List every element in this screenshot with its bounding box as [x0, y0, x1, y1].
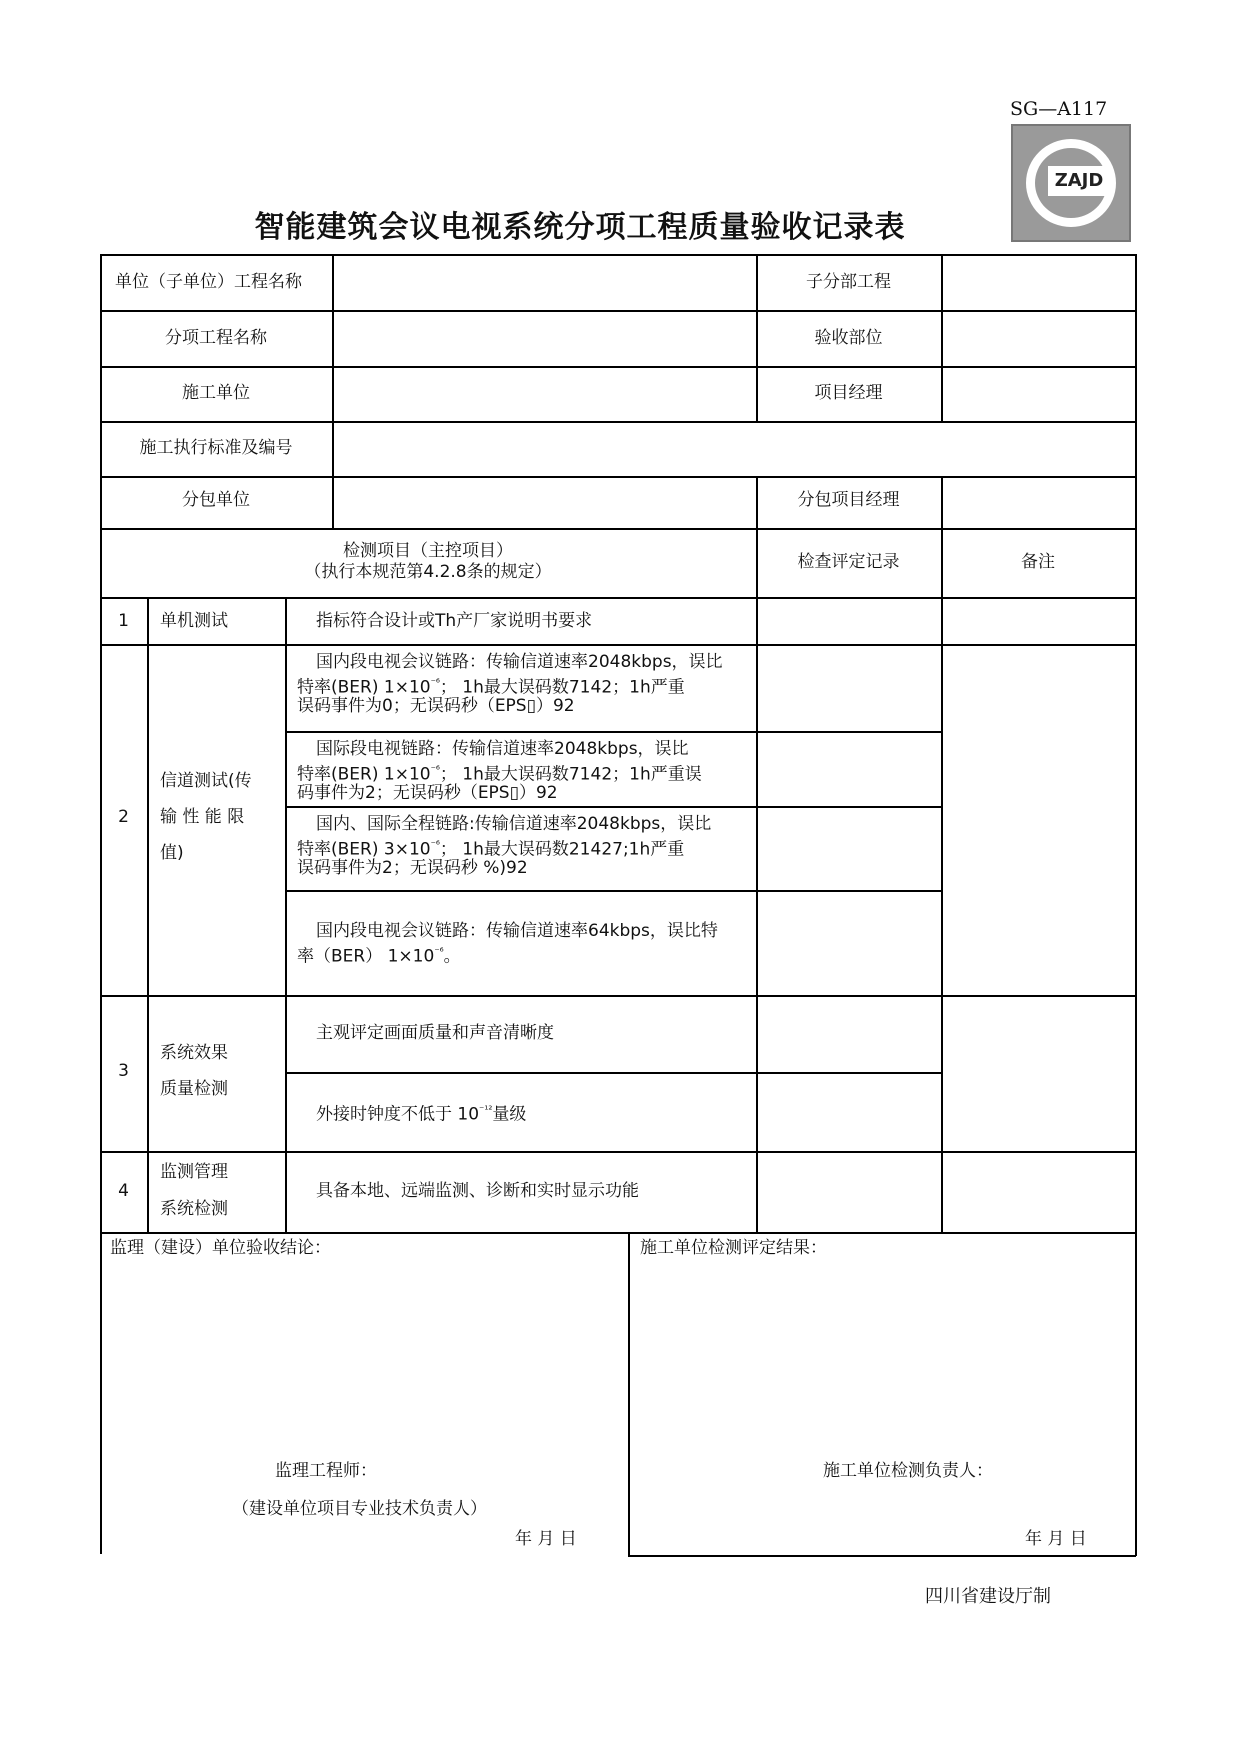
owner-tech-lead-label: （建设单位项目专业技术负责人）	[232, 1499, 487, 1519]
row2d-record-cell[interactable]	[758, 892, 940, 994]
row2-item-name-line2: 输 性 能 限	[160, 807, 245, 827]
subcontractor-label: 分包单位	[182, 490, 250, 510]
record-column-header: 检查评定记录	[797, 552, 900, 572]
row4-item-name-line2: 系统检测	[160, 1199, 228, 1219]
row3b-requirement: 外接时钟度不低于 $10^{^{-12}}$量级	[316, 1104, 527, 1125]
row4-requirement: 具备本地、远端监测、诊断和实时显示功能	[316, 1181, 639, 1201]
row2c-line2: 特率(BER) $3\times 10^{^{-6}}$； 1h最大误码数21427;1h严重	[297, 839, 685, 860]
form-code: SG—A117	[1010, 98, 1108, 120]
subcontractor-field[interactable]	[334, 478, 755, 527]
project-manager-field[interactable]	[943, 368, 1134, 420]
project-manager-label: 项目经理	[814, 383, 883, 403]
subcontract-manager-field[interactable]	[943, 478, 1134, 527]
row2d-line2: 率（BER） $1\times 10^{^{-6}}$。	[297, 946, 461, 967]
row1-record-cell[interactable]	[758, 599, 940, 643]
row2a-line2: 特率(BER) $1\times 10^{^{-6}}$； 1h最大误码数7142；1h严重	[297, 677, 685, 698]
acceptance-part-label: 验收部位	[814, 328, 883, 348]
row4-number: 4	[118, 1181, 129, 1201]
row2c-line1: 国内、国际全程链路:传输信道速率2048kbps，误比	[316, 814, 712, 834]
row3-item-name-line2: 质量检测	[160, 1079, 228, 1099]
row3a-requirement: 主观评定画面质量和声音清晰度	[316, 1023, 554, 1043]
standard-label: 施工执行标准及编号	[139, 438, 293, 458]
standard-field[interactable]	[334, 423, 1134, 475]
row2-item-name-line1: 信道测试(传	[160, 771, 252, 791]
contractor-label: 施工单位	[182, 383, 250, 403]
acceptance-part-field[interactable]	[943, 312, 1134, 365]
subcontract-manager-label: 分包项目经理	[797, 490, 900, 510]
row1-number: 1	[118, 611, 129, 631]
row2b-line1: 国际段电视链路：传输信道速率2048kbps，误比	[316, 739, 689, 759]
supervision-conclusion-label: 监理（建设）单位验收结论：	[110, 1238, 331, 1258]
contractor-field[interactable]	[334, 368, 755, 420]
row3b-record-cell[interactable]	[758, 1074, 940, 1150]
row1-requirement: 指标符合设计或Th产厂家说明书要求	[316, 611, 593, 631]
row2b-line2: 特率(BER) $1\times 10^{^{-6}}$； 1h最大误码数7142；1h严重误	[297, 764, 702, 785]
row2c-record-cell[interactable]	[758, 808, 940, 889]
row1-item-name: 单机测试	[160, 611, 228, 631]
row2-number: 2	[118, 807, 129, 827]
row2-item-name-line3: 值)	[160, 843, 184, 863]
row2b-record-cell[interactable]	[758, 733, 940, 805]
page-title: 智能建筑会议电视系统分项工程质量验收记录表	[254, 210, 906, 245]
contractor-result-label: 施工单位检测评定结果：	[640, 1238, 827, 1258]
row4-item-name-line1: 监测管理	[160, 1162, 228, 1182]
row2a-line1: 国内段电视会议链路：传输信道速率2048kbps，误比	[316, 652, 723, 672]
row4-record-cell[interactable]	[758, 1153, 940, 1231]
row2b-line3: 码事件为2；无误码秒（EPS▯）92	[297, 783, 558, 803]
issuer-footer: 四川省建设厅制	[925, 1586, 1051, 1607]
unit-project-label: 单位（子单位）工程名称	[115, 272, 302, 292]
row2a-line3: 误码事件为0；无误码秒（EPS▯）92	[297, 696, 575, 716]
row3-item-name-line1: 系统效果	[160, 1043, 228, 1063]
sub-division-label: 子分部工程	[806, 272, 891, 292]
date-left: 年 月 日	[515, 1529, 577, 1549]
items-header-line2: （执行本规范第4.2.8条的规定）	[304, 562, 552, 582]
row3a-record-cell[interactable]	[758, 997, 940, 1071]
sub-item-field[interactable]	[334, 312, 755, 365]
supervisor-engineer-label: 监理工程师：	[275, 1461, 377, 1481]
row2c-line3: 误码事件为2；无误码秒 %)92	[297, 858, 528, 878]
items-header-line1: 检测项目（主控项目）	[343, 541, 513, 561]
zajd-logo	[1011, 124, 1131, 242]
logo-text: ZAJD	[1048, 166, 1110, 196]
sub-division-field[interactable]	[943, 256, 1134, 309]
remarks-column-header: 备注	[1021, 552, 1055, 572]
unit-project-field[interactable]	[334, 256, 755, 309]
row2d-line1: 国内段电视会议链路：传输信道速率64kbps，误比特	[316, 921, 718, 941]
row3-number: 3	[118, 1061, 129, 1081]
sub-item-label: 分项工程名称	[165, 328, 267, 348]
contractor-lead-label: 施工单位检测负责人：	[823, 1461, 993, 1481]
row2a-record-cell[interactable]	[758, 646, 940, 730]
date-right: 年 月 日	[1025, 1529, 1087, 1549]
